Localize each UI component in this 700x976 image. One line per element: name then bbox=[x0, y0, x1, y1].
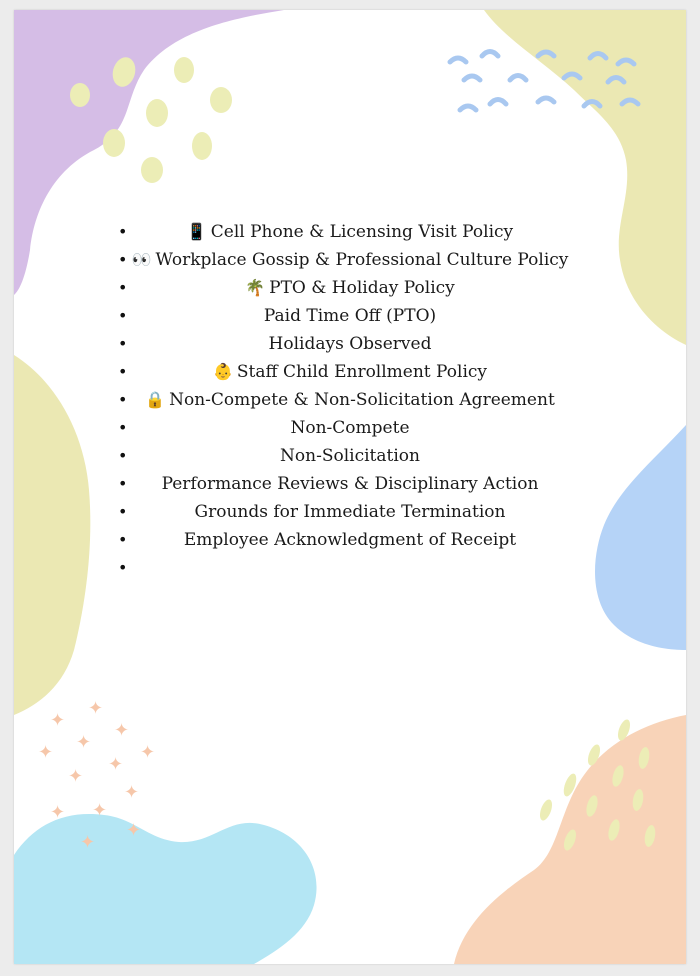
policy-list-container bbox=[14, 218, 686, 582]
list-item-text: Cell Phone & Licensing Visit Policy bbox=[210, 222, 514, 242]
dash bbox=[538, 798, 555, 822]
star: ✦ bbox=[92, 800, 108, 821]
bullet: • bbox=[118, 390, 128, 409]
bullet: • bbox=[118, 418, 128, 437]
document-page bbox=[14, 10, 686, 964]
bullet: • bbox=[118, 502, 128, 521]
list-item bbox=[14, 386, 686, 414]
dot bbox=[103, 129, 125, 157]
list-item-text: Workplace Gossip & Professional Culture Policy bbox=[155, 250, 569, 270]
star: ✦ bbox=[108, 754, 124, 775]
arc bbox=[464, 76, 480, 80]
sky-blob-bottom-left bbox=[14, 814, 317, 964]
star: ✦ bbox=[88, 698, 104, 719]
dot bbox=[146, 99, 168, 127]
dot bbox=[141, 157, 163, 183]
star: ✦ bbox=[50, 710, 66, 731]
list-item bbox=[14, 274, 686, 302]
list-item-text: Staff Child Enrollment Policy bbox=[236, 362, 488, 382]
list-item-text: Non-Solicitation bbox=[280, 446, 420, 466]
list-item-text: Grounds for Immediate Termination bbox=[194, 502, 506, 522]
bullet: • bbox=[118, 446, 128, 465]
list-item bbox=[14, 302, 686, 330]
arc bbox=[490, 100, 506, 105]
star: ✦ bbox=[114, 720, 130, 741]
policy-list bbox=[14, 218, 686, 582]
dot bbox=[210, 87, 232, 113]
arc bbox=[510, 76, 526, 81]
list-item bbox=[14, 414, 686, 442]
dot bbox=[174, 57, 194, 83]
baby-icon: 👶 bbox=[212, 362, 233, 381]
list-item bbox=[14, 218, 686, 246]
list-item bbox=[14, 554, 686, 582]
list-item-text: Performance Reviews & Disciplinary Action bbox=[161, 474, 539, 494]
bullet: • bbox=[118, 530, 128, 549]
list-item-text: PTO & Holiday Policy bbox=[269, 278, 455, 298]
star: ✦ bbox=[80, 832, 96, 853]
star: ✦ bbox=[124, 782, 140, 803]
arc bbox=[538, 98, 554, 102]
list-item-text: Holidays Observed bbox=[268, 334, 432, 354]
list-item bbox=[14, 358, 686, 386]
arc bbox=[450, 58, 466, 62]
star: ✦ bbox=[38, 742, 54, 763]
list-item bbox=[14, 526, 686, 554]
list-item-text: Employee Acknowledgment of Receipt bbox=[183, 530, 517, 550]
bullet: • bbox=[118, 558, 128, 577]
lock-icon: 🔒 bbox=[145, 390, 166, 409]
bullet: • bbox=[118, 306, 128, 325]
bullet: • bbox=[118, 222, 128, 241]
arc bbox=[482, 52, 498, 57]
palm-tree-icon: 🌴 bbox=[245, 278, 266, 297]
list-item bbox=[14, 470, 686, 498]
star: ✦ bbox=[126, 820, 142, 841]
list-item-text: Paid Time Off (PTO) bbox=[263, 306, 437, 326]
bullet: • bbox=[118, 362, 128, 381]
bullet: • bbox=[118, 250, 128, 269]
star: ✦ bbox=[76, 732, 92, 753]
star: ✦ bbox=[140, 742, 156, 763]
mobile-phone-icon: 📱 bbox=[186, 222, 207, 241]
bullet: • bbox=[118, 334, 128, 353]
bullet: • bbox=[118, 474, 128, 493]
list-item-text: Non-Compete bbox=[290, 418, 410, 438]
list-item bbox=[14, 246, 686, 274]
dot bbox=[70, 83, 90, 107]
list-item-text: Non-Compete & Non-Solicitation Agreement bbox=[169, 390, 555, 410]
eyes-icon: 👀 bbox=[131, 250, 152, 269]
list-item bbox=[14, 330, 686, 358]
arc bbox=[460, 106, 476, 110]
star: ✦ bbox=[50, 802, 66, 823]
dot bbox=[192, 132, 212, 160]
bullet: • bbox=[118, 278, 128, 297]
list-item bbox=[14, 442, 686, 470]
list-item bbox=[14, 498, 686, 526]
star: ✦ bbox=[68, 766, 84, 787]
